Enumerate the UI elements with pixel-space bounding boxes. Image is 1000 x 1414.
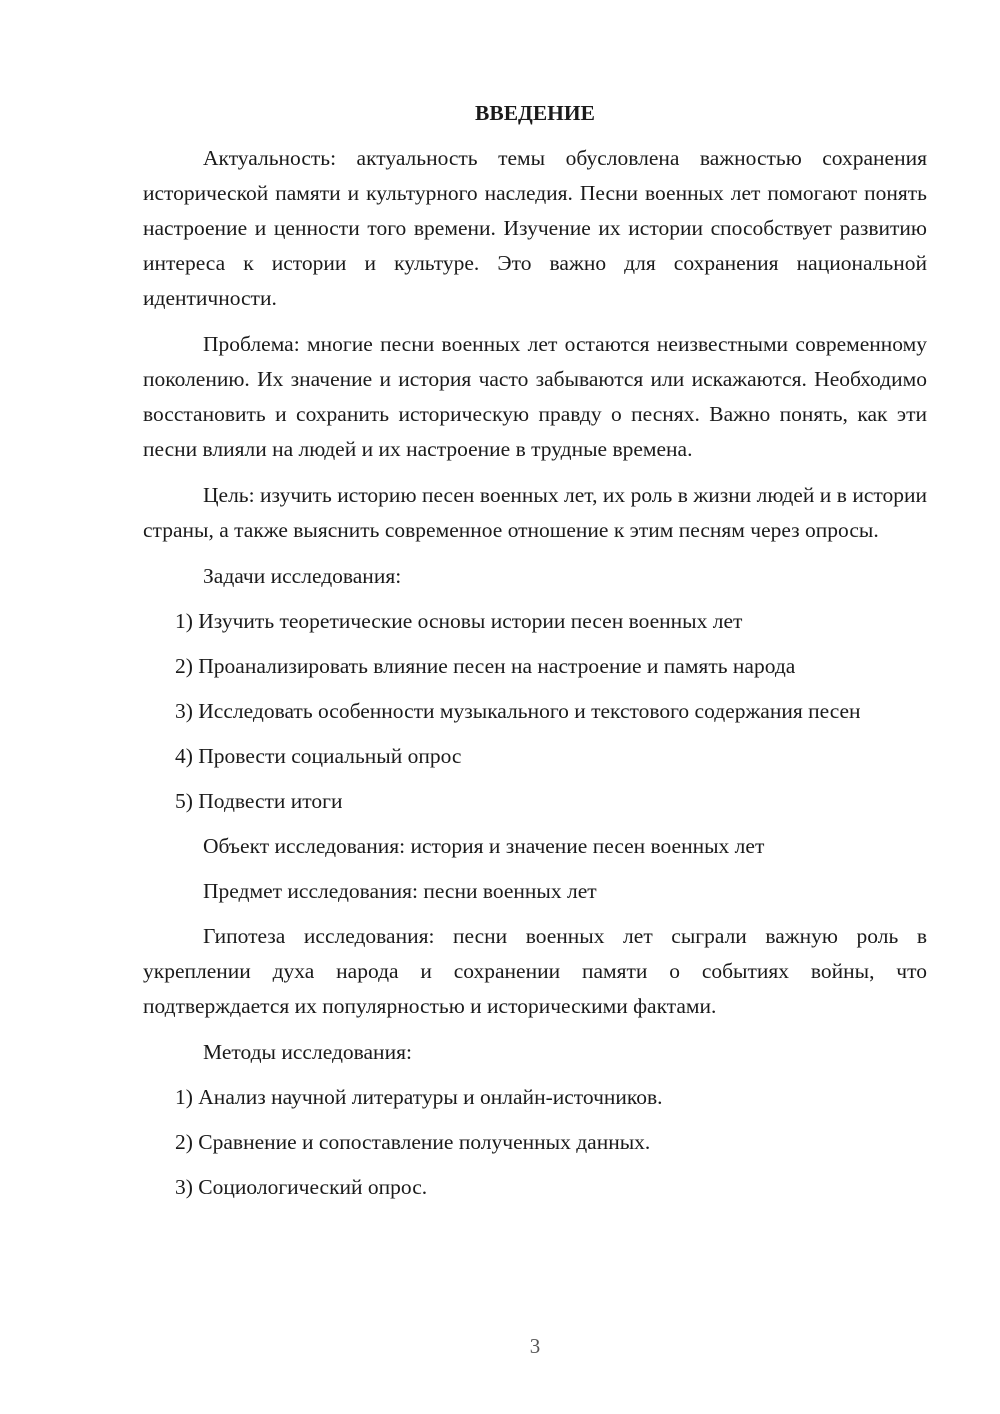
task-item: 1) Изучить теоретические основы истории песен военных лет — [175, 609, 743, 633]
tasks-title: Задачи исследования: — [203, 564, 402, 588]
method-item: 3) Социологический опрос. — [175, 1175, 428, 1199]
goal-paragraph: Цель: изучить историю песен военных лет, их роль в жизни людей и в истории страны, а также выяснить современное отношение к этим песням через опросы. — [143, 483, 927, 542]
object-paragraph: Объект исследования: история и значение песен военных лет — [203, 834, 765, 858]
document-body — [143, 96, 927, 1215]
subject-paragraph: Предмет исследования: песни военных лет — [203, 879, 597, 903]
method-item: 1) Анализ научной литературы и онлайн-источников. — [175, 1085, 663, 1109]
methods-title: Методы исследования: — [203, 1040, 412, 1064]
page-title: ВВЕДЕНИЕ — [475, 101, 595, 125]
task-item: 2) Проанализировать влияние песен на настроение и память народа — [175, 654, 796, 678]
task-item: 4) Провести социальный опрос — [175, 744, 462, 768]
method-item: 2) Сравнение и сопоставление полученных данных. — [175, 1130, 651, 1154]
task-item: 5) Подвести итоги — [175, 789, 343, 813]
problem-paragraph: Проблема: многие песни военных лет остаются неизвестными современному поколению. Их значение и история часто забываются или искажаются. Необходимо восстановить и сохранить историческую правду о песнях. Важно понять, как эти песни влияли на людей и их настроение в трудные времена. — [143, 332, 927, 461]
page-number: 3 — [529, 1334, 541, 1358]
hypothesis-paragraph: Гипотеза исследования: песни военных лет сыграли важную роль в укреплении духа народа и сохранении памяти о событиях войны, что подтверждается их популярностью и историческими фактами. — [143, 924, 927, 1018]
relevance-paragraph: Актуальность: актуальность темы обусловлена важностью сохранения исторической памяти и культурного наследия. Песни военных лет помогают понять настроение и ценности того времени. Изучение их истории способствует развитию интереса к истории и культуре. Это важно для сохранения национальной идентичности. — [143, 146, 927, 310]
task-item: 3) Исследовать особенности музыкального и текстового содержания песен — [175, 699, 861, 723]
